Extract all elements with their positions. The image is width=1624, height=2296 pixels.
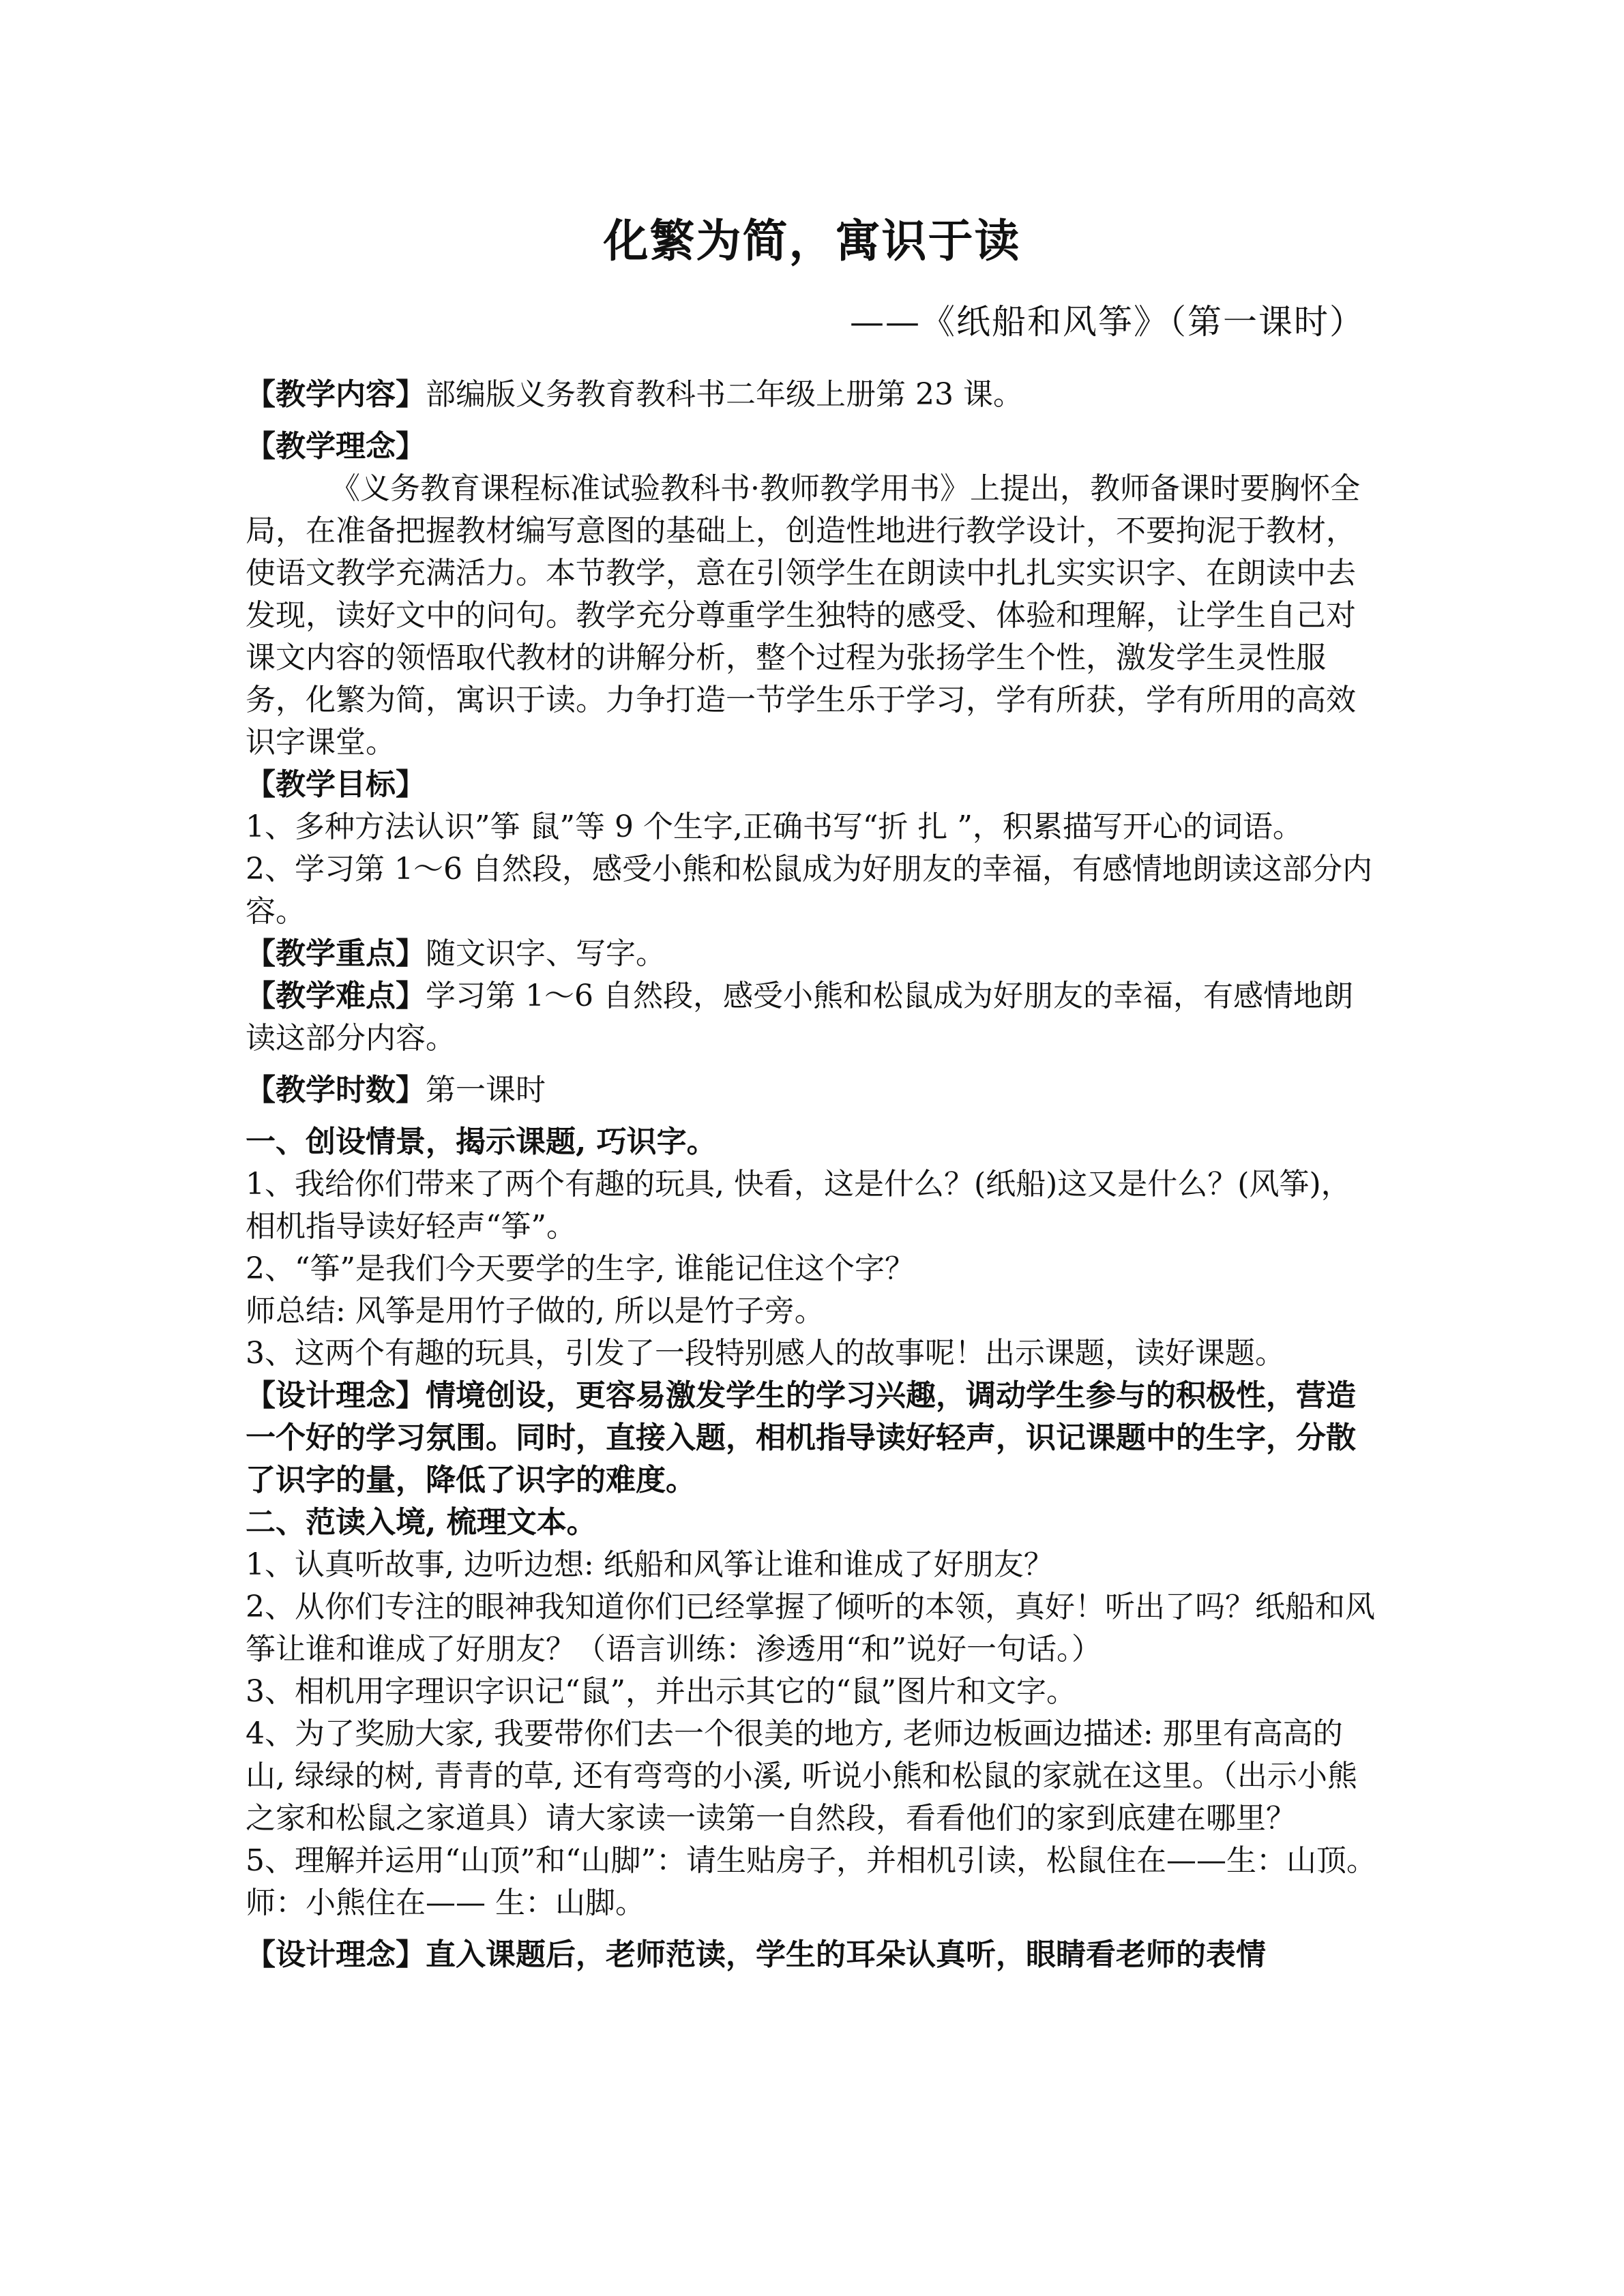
teaching-goal-label: 【教学目标】: [246, 767, 426, 802]
design-idea-1-label: 【设计理念】: [246, 1378, 426, 1413]
document-title: 化繁为简，寓识于读: [603, 214, 1021, 267]
teaching-idea-label: 【教学理念】: [246, 429, 426, 464]
design-idea-1: [246, 1375, 1378, 1502]
section-2-item-4: 4、为了奖励大家, 我要带你们去一个很美的地方, 老师边板画边描述: 那里有高高的山, 绿绿的树, 青青的草, 还有弯弯的小溪, 听说小熊和松鼠的家就在这里。（出示小熊之家和松鼠之家道具）请大家读一读第一自然段，看看他们的家到底建在哪里？: [246, 1716, 1357, 1836]
teaching-goal-2: 2、学习第 1～6 自然段，感受小熊和松鼠成为好朋友的幸福，有感情地朗读这部分内容。: [246, 852, 1372, 929]
design-idea-1-text: 情境创设，更容易激发学生的学习兴趣，调动学生参与的积极性，营造一个好的学习氛围。同时，直接入题，相机指导读好轻声，识记课题中的生字，分散了识字的量，降低了识字的难度。: [246, 1378, 1356, 1497]
section-1-item-2: 2、“筝”是我们今天要学的生字, 谁能记住这个字？: [246, 1251, 915, 1286]
document-subtitle: ——《纸船和风筝》（第一课时）: [850, 302, 1365, 342]
teaching-key-text: 随文识字、写字。: [426, 936, 666, 971]
section-2-title: 二、范读入境, 梳理文本。: [246, 1505, 597, 1540]
design-idea-2: [246, 1934, 1378, 1976]
section-2-item-2: 2、从你们专注的眼神我知道你们已经掌握了倾听的本领，真好！听出了吗？纸船和风筝让谁和谁成了好朋友？（语言训练：渗透用“和”说好一句话。）: [246, 1590, 1375, 1667]
section-1-title: 一、创设情景，揭示课题, 巧识字。: [246, 1124, 717, 1159]
teaching-hours-label: 【教学时数】: [246, 1073, 426, 1107]
teaching-key: [246, 933, 1378, 975]
teaching-key-label: 【教学重点】: [246, 936, 426, 971]
teaching-content-label: 【教学内容】: [246, 377, 426, 412]
teaching-content: [246, 374, 1378, 416]
teaching-hours-text: 第一课时: [426, 1073, 546, 1107]
teaching-content-text: 部编版义务教育教科书二年级上册第 23 课。: [426, 377, 1023, 412]
design-idea-2-label: 【设计理念】: [246, 1937, 426, 1972]
design-idea-2-text: 直入课题后，老师范读，学生的耳朵认真听，眼睛看老师的表情: [426, 1937, 1266, 1972]
teaching-idea-text: 《义务教育课程标准试验教科书·教师教学用书》上提出，教师备课时要胸怀全局，在准备把握教材编写意图的基础上，创造性地进行教学设计，不要拘泥于教材，使语文教学充满活力。本节教学，意在引领学生在朗读中扎扎实实识字、在朗读中去发现，读好文中的问句。教学充分尊重学生独特的感受、体验和理解，让学生自己对课文内容的领悟取代教材的讲解分析，整个过程为张扬学生个性，激发学生灵性服务，化繁为简，寓识于读。力争打造一节学生乐于学习，学有所获，学有所用的高效识字课堂。: [246, 471, 1360, 760]
section-2-item-5: 5、理解并运用“山顶”和“山脚”：请生贴房子，并相机引读，松鼠住在——生：山顶。 师：小熊住在—— 生：山脚。: [246, 1843, 1376, 1920]
section-2-item-1: 1、认真听故事, 边听边想: 纸船和风筝让谁和谁成了好朋友？: [246, 1547, 1054, 1582]
document-body: [246, 374, 1378, 1976]
section-1-item-3: 3、这两个有趣的玩具，引发了一段特别感人的故事呢！出示课题，读好课题。: [246, 1336, 1285, 1371]
teaching-difficulty-label: 【教学难点】: [246, 979, 426, 1013]
section-1-summary: 师总结: 风筝是用竹子做的, 所以是竹子旁。: [246, 1294, 825, 1328]
teaching-hours: [246, 1069, 1378, 1112]
section-1-item-1: 1、我给你们带来了两个有趣的玩具, 快看，这是什么？(纸船)这又是什么？(风筝)，相机指导读好轻声“筝”。: [246, 1167, 1351, 1244]
section-2-item-3: 3、相机用字理识字识记“鼠”，并出示其它的“鼠”图片和文字。: [246, 1674, 1076, 1709]
teaching-difficulty: [246, 975, 1378, 1060]
teaching-difficulty-text: 学习第 1～6 自然段，感受小熊和松鼠成为好朋友的幸福，有感情地朗读这部分内容。: [246, 979, 1353, 1056]
teaching-goal-1: 1、多种方法认识”筝 鼠”等 9 个生字,正确书写“折 扎 ”，积累描写开心的词语。: [246, 809, 1303, 844]
